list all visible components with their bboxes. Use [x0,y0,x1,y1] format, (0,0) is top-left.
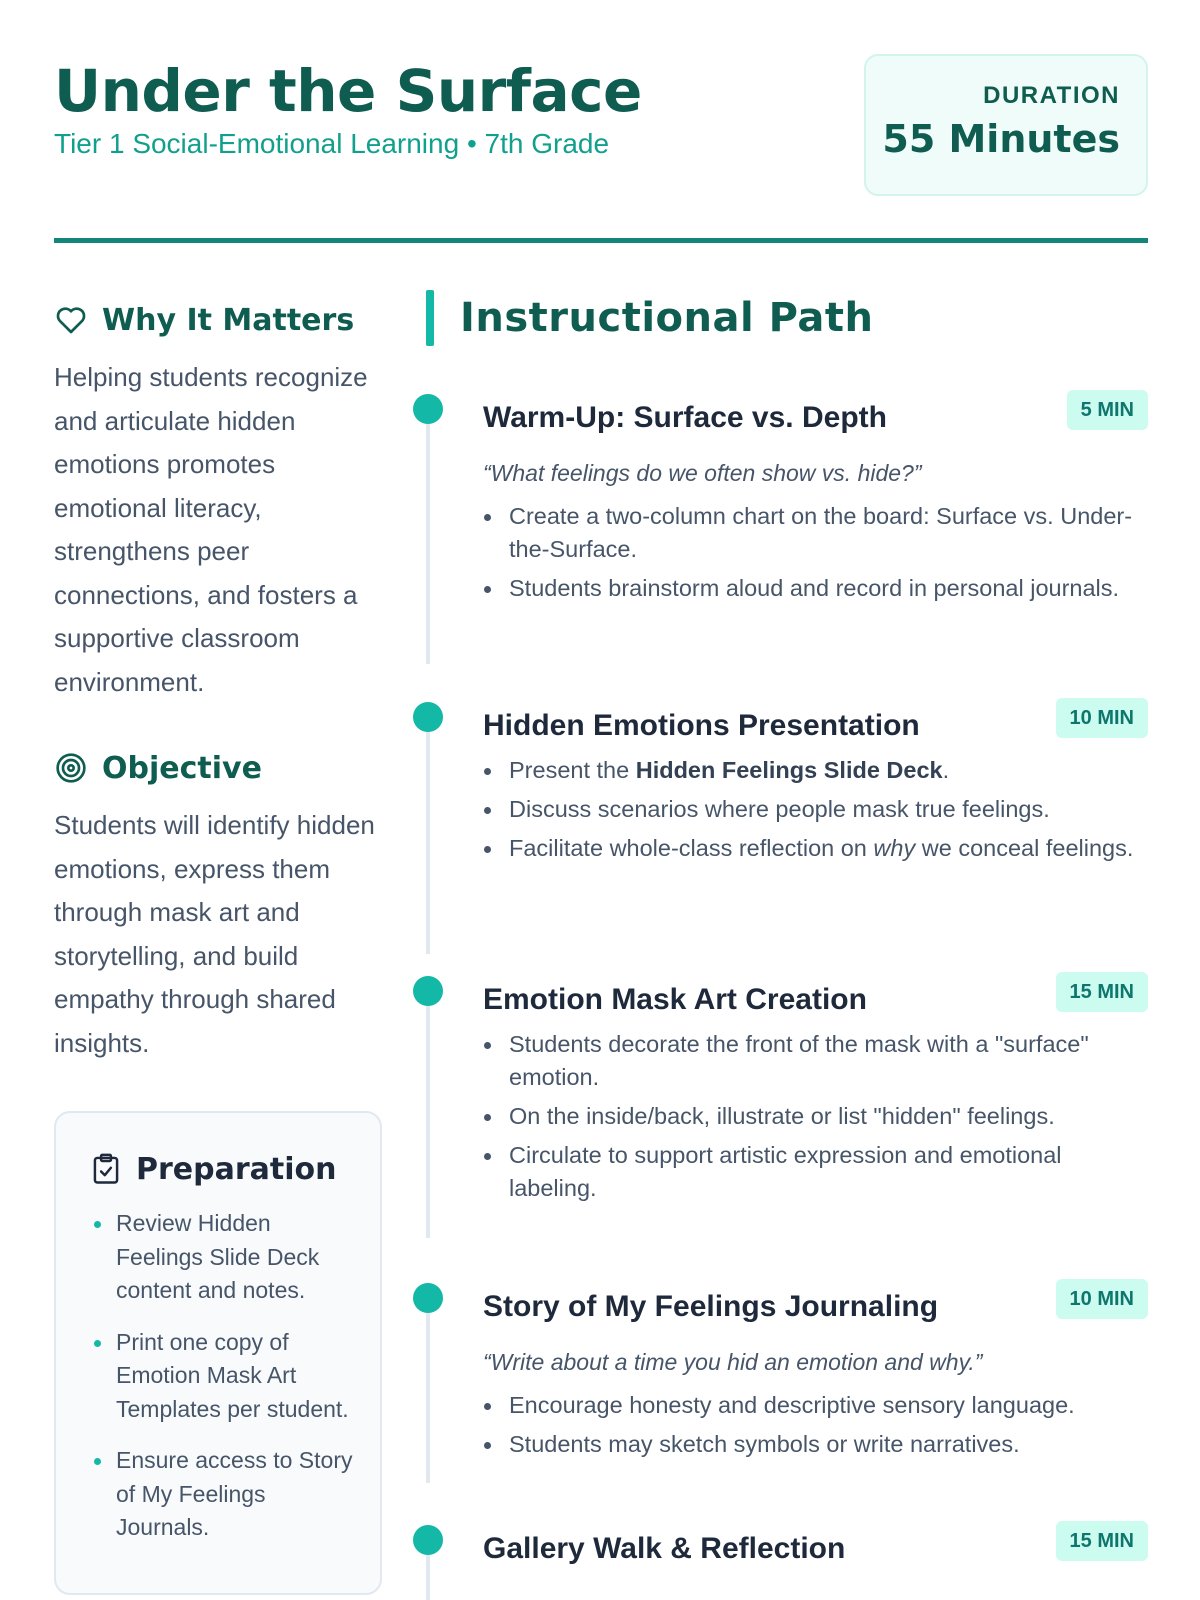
step-bullets [483,1028,1148,1211]
step-title: Story of My Feelings Journaling [483,1290,939,1323]
timeline-line [426,1313,430,1483]
list-item: Review Hidden Feelings Slide Deck content and notes. [92,1207,356,1308]
list-item: Facilitate whole-class reflection on why we conceal feelings. [483,832,1148,865]
list-item: On the inside/back, illustrate or list "hidden" feelings. [483,1100,1148,1133]
duration-badge: 5 MIN [1067,390,1148,430]
instructional-path-heading: Instructional Path [460,295,874,341]
why-it-matters-section [54,296,384,704]
why-text: Helping students recognize and articulate hidden emotions promotes emotional literacy, strengthens peer connections, and fosters a supportive classroom environment. [54,362,368,697]
step-quote: “Write about a time you hid an emotion and why.” [483,1349,983,1375]
step-title: Warm-Up: Surface vs. Depth [483,401,887,434]
objective-section [54,744,384,1065]
preparation-heading: Preparation [136,1151,337,1187]
duration-value: 55 Minutes [882,117,1120,161]
duration-badge: 15 MIN [1056,972,1148,1012]
timeline-line [426,1006,430,1238]
timeline-line [426,424,430,664]
list-item: Print one copy of Emotion Mask Art Templates per student. [92,1326,356,1427]
timeline-dot [413,976,443,1006]
heart-icon [54,303,88,337]
step-title: Gallery Walk & Reflection [483,1532,846,1565]
page-title: Under the Surface [54,57,642,125]
list-item: Present the Hidden Feelings Slide Deck. [483,754,1148,787]
why-heading: Why It Matters [102,302,355,338]
step-bullets [483,500,1148,611]
page-subtitle: Tier 1 Social-Emotional Learning • 7th Grade [54,128,610,159]
step-title: Emotion Mask Art Creation [483,983,867,1016]
step-bullets [483,1389,1148,1467]
list-item: Students decorate the front of the mask with a "surface" emotion. [483,1028,1148,1094]
list-item: Students brainstorm aloud and record in personal journals. [483,572,1148,605]
list-item: Students may sketch symbols or write narratives. [483,1428,1148,1461]
list-item: Encourage honesty and descriptive sensory language. [483,1389,1148,1422]
timeline-dot [413,1283,443,1313]
instructional-path [426,290,1148,1565]
timeline-dot [413,1525,443,1555]
target-icon [54,751,88,785]
sidebar [54,296,384,1595]
list-item: Circulate to support artistic expression and emotional labeling. [483,1139,1148,1205]
duration-badge: 10 MIN [1056,1279,1148,1319]
preparation-list [92,1207,356,1545]
step-quote: “What feelings do we often show vs. hide?” [483,460,922,486]
preparation-card [54,1111,382,1595]
timeline-line [426,732,430,954]
clipboard-check-icon [92,1152,122,1186]
lesson-header [54,54,1148,204]
slide-deck-name: Hidden Feelings Slide Deck [635,757,943,783]
objective-text: Students will identify hidden emotions, express them through mask art and storytelling, and build empathy through shared insights. [54,810,375,1058]
objective-heading: Objective [102,750,262,786]
timeline-line [426,1555,430,1600]
duration-card [864,54,1148,196]
list-item: Create a two-column chart on the board: Surface vs. Under-the-Surface. [483,500,1148,566]
header-divider [54,238,1148,243]
duration-badge: 10 MIN [1056,698,1148,738]
list-item: Ensure access to Story of My Feelings Journals. [92,1444,356,1545]
duration-badge: 15 MIN [1056,1521,1148,1561]
list-item: Discuss scenarios where people mask true feelings. [483,793,1148,826]
timeline-dot [413,394,443,424]
step-bullets [483,754,1148,871]
timeline-dot [413,702,443,732]
duration-label: DURATION [983,82,1120,109]
section-accent-bar [426,290,434,346]
step-title: Hidden Emotions Presentation [483,709,920,742]
